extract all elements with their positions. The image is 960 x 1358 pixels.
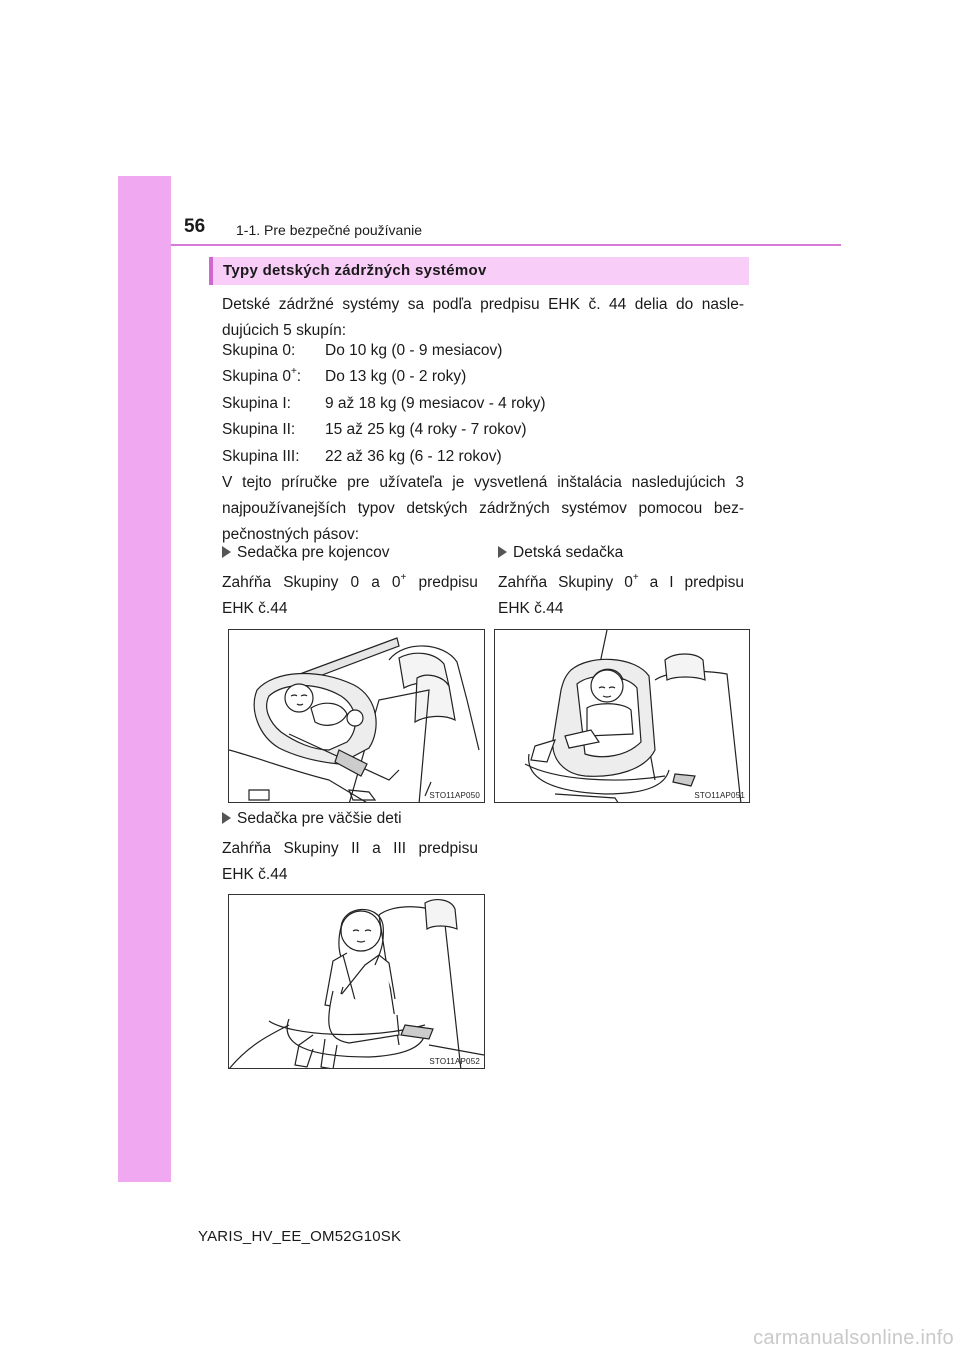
- child-seat-illustration: [494, 629, 750, 803]
- child-seat-drawing: [495, 630, 750, 803]
- group-label: Skupina III:: [222, 447, 300, 465]
- group-label: Skupina II:: [222, 421, 296, 439]
- explanation-paragraph: V tejto príručke pre užívateľa je vysvetlená inštalácia nasledujúcich 3 najpoužívanejších typov detských zádržných systémov pomocou bez- pečnostných pásov:: [222, 474, 744, 543]
- infant-seat-illustration: [228, 629, 485, 803]
- group-value: 22 až 36 kg (6 - 12 rokov): [325, 447, 502, 465]
- item-title-infant-seat: Sedačka pre kojencov: [222, 544, 390, 562]
- infant-seat-drawing: [229, 630, 485, 803]
- item-description-booster-seat: Zahŕňa Skupiny II a III predpisu EHK č.44: [222, 840, 478, 883]
- section-title: Typy detských zádržných systémov: [209, 257, 749, 285]
- chapter-sidebar-tab: [118, 176, 171, 1182]
- group-value: 9 až 18 kg (9 mesiacov - 4 roky): [325, 394, 546, 412]
- header-divider: [171, 244, 841, 246]
- bullet-triangle-icon: [222, 812, 231, 824]
- bullet-triangle-icon: [222, 546, 231, 558]
- intro-paragraph: Detské zádržné systémy sa podľa predpisu EHK č. 44 delia do nasle- dujúcich 5 skupín:: [222, 296, 744, 339]
- figure-code: STO11AP051: [694, 791, 745, 800]
- group-label: Skupina 0+:: [222, 366, 302, 386]
- booster-seat-drawing: [229, 895, 485, 1069]
- booster-seat-illustration: [228, 894, 485, 1069]
- page-number: 56: [184, 216, 206, 237]
- group-label: Skupina I:: [222, 394, 291, 412]
- figure-code: STO11AP050: [429, 791, 480, 800]
- item-description-infant-seat: Zahŕňa Skupiny 0 a 0+ predpisu EHK č.44: [222, 571, 478, 617]
- chapter-title: 1-1. Pre bezpečné používanie: [236, 222, 423, 238]
- group-value: 15 až 25 kg (4 roky - 7 rokov): [325, 421, 527, 439]
- bullet-triangle-icon: [498, 546, 507, 558]
- item-description-child-seat: Zahŕňa Skupiny 0+ a I predpisu EHK č.44: [498, 571, 744, 617]
- item-title-booster-seat: Sedačka pre väčšie deti: [222, 810, 402, 828]
- group-label: Skupina 0:: [222, 342, 296, 359]
- watermark: carmanualsonline.info: [753, 1327, 954, 1349]
- figure-code: STO11AP052: [429, 1057, 480, 1066]
- group-value: Do 10 kg (0 - 9 mesiacov): [325, 342, 503, 359]
- document-footer-code: YARIS_HV_EE_OM52G10SK: [198, 1228, 402, 1245]
- item-title-child-seat: Detská sedačka: [498, 544, 623, 562]
- group-value: Do 13 kg (0 - 2 roky): [325, 368, 467, 386]
